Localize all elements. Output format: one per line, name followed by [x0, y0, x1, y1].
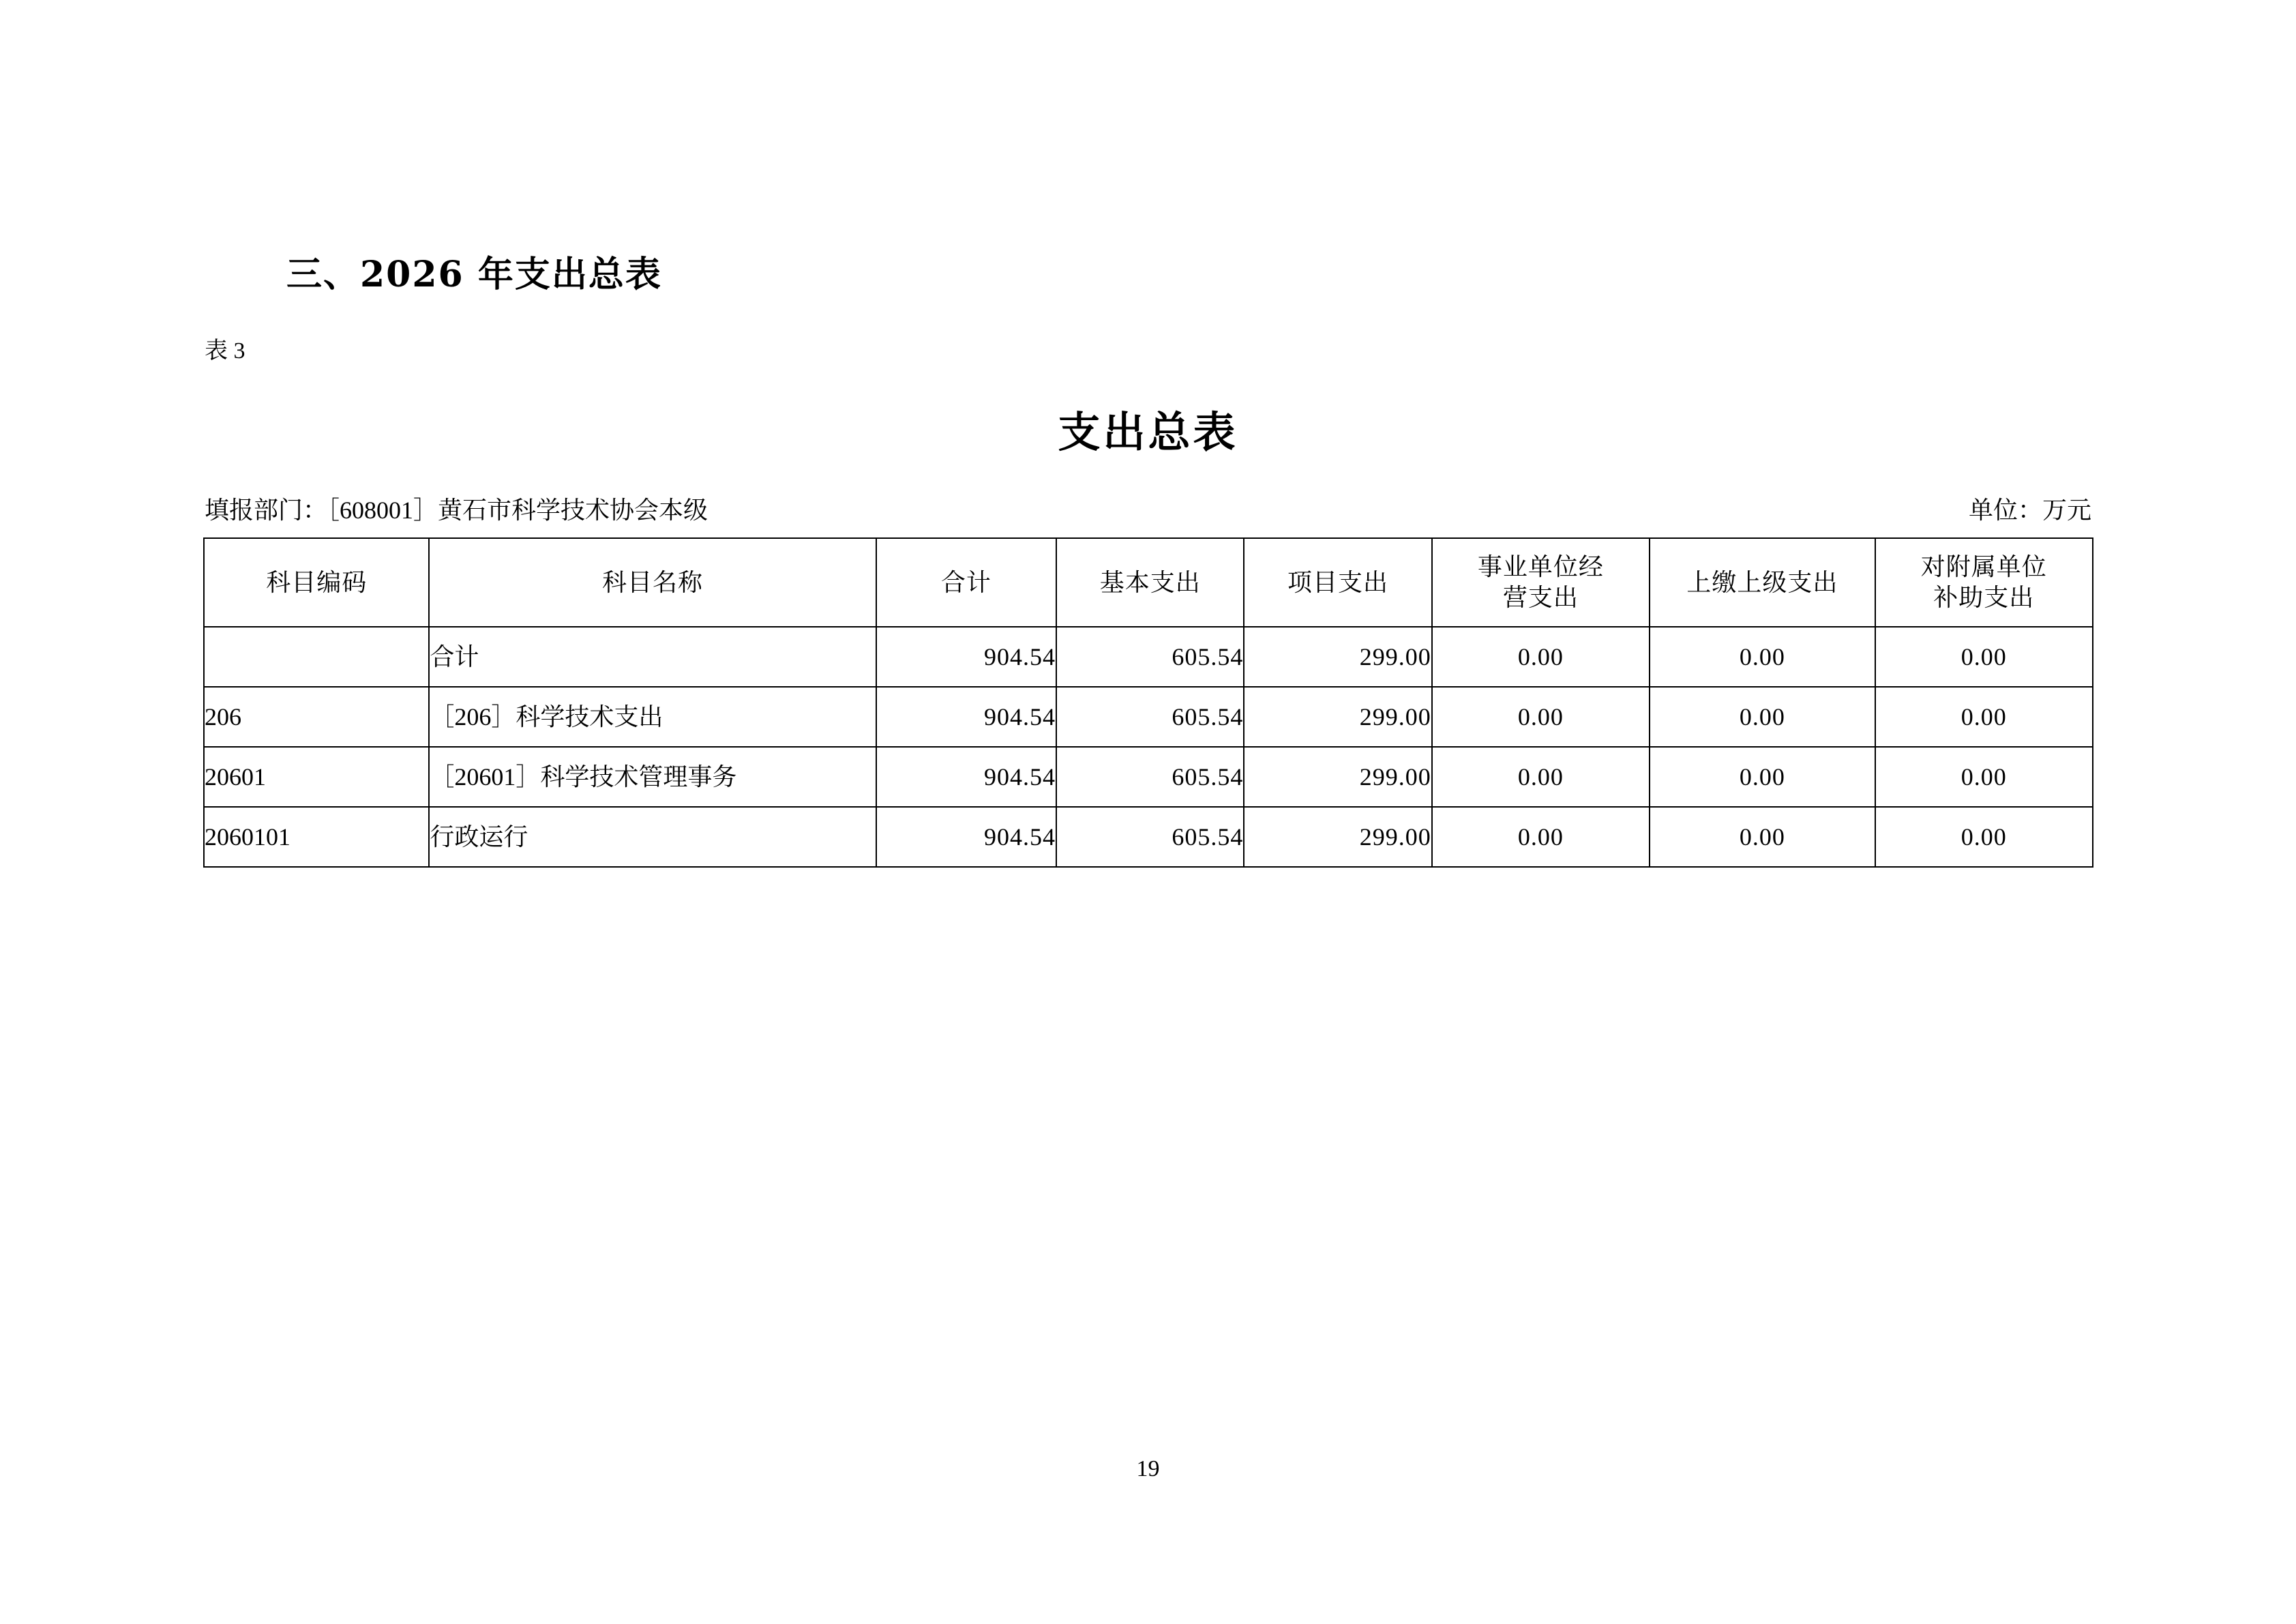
- cell-project: 299.00: [1244, 627, 1431, 687]
- cell-code: [204, 627, 429, 687]
- column-header-subsidy-line2: 补助支出: [1933, 584, 2035, 611]
- page-title: 支出总表: [1058, 407, 1238, 457]
- cell-business: 0.00: [1432, 747, 1650, 807]
- cell-total: 904.54: [876, 747, 1056, 807]
- cell-basic: 605.54: [1056, 807, 1244, 867]
- cell-code: 20601: [204, 747, 429, 807]
- cell-total: 904.54: [876, 627, 1056, 687]
- cell-upper: 0.00: [1650, 687, 1875, 747]
- page-number: 19: [1136, 1456, 1160, 1481]
- cell-subsidy: 0.00: [1875, 627, 2093, 687]
- table-row: [204, 687, 2093, 747]
- cell-project: 299.00: [1244, 807, 1431, 867]
- cell-subsidy: 0.00: [1875, 747, 2093, 807]
- cell-basic: 605.54: [1056, 687, 1244, 747]
- cell-upper: 0.00: [1650, 747, 1875, 807]
- column-header-business: [1432, 538, 1650, 627]
- cell-total: 904.54: [876, 687, 1056, 747]
- cell-business: 0.00: [1432, 627, 1650, 687]
- cell-basic: 605.54: [1056, 747, 1244, 807]
- cell-name: ［206］科学技术支出: [429, 687, 876, 747]
- cell-project: 299.00: [1244, 747, 1431, 807]
- column-header-project: 项目支出: [1244, 538, 1431, 627]
- column-header-upper: 上缴上级支出: [1650, 538, 1875, 627]
- table-header-row: [204, 538, 2093, 627]
- cell-business: 0.00: [1432, 687, 1650, 747]
- unit-line: 单位：万元: [1968, 497, 2091, 524]
- cell-subsidy: 0.00: [1875, 687, 2093, 747]
- column-header-name: 科目名称: [429, 538, 876, 627]
- cell-project: 299.00: [1244, 687, 1431, 747]
- column-header-basic: 基本支出: [1056, 538, 1244, 627]
- cell-subsidy: 0.00: [1875, 807, 2093, 867]
- cell-code: 206: [204, 687, 429, 747]
- cell-basic: 605.54: [1056, 627, 1244, 687]
- column-header-code: 科目编码: [204, 538, 429, 627]
- expense-summary-table: [203, 537, 2093, 868]
- column-header-subsidy: [1875, 538, 2093, 627]
- cell-code: 2060101: [204, 807, 429, 867]
- cell-business: 0.00: [1432, 807, 1650, 867]
- table-row: [204, 747, 2093, 807]
- cell-total: 904.54: [876, 807, 1056, 867]
- column-header-subsidy-line1: 对附属单位: [1920, 553, 2047, 580]
- column-header-business-line1: 事业单位经: [1477, 553, 1604, 580]
- department-line: 填报部门：［608001］黄石市科学技术协会本级: [205, 497, 709, 524]
- cell-name: ［20601］科学技术管理事务: [429, 747, 876, 807]
- cell-name: 合计: [429, 627, 876, 687]
- cell-name: 行政运行: [429, 807, 876, 867]
- cell-upper: 0.00: [1650, 807, 1875, 867]
- table-row: [204, 807, 2093, 867]
- table-row: [204, 627, 2093, 687]
- cell-upper: 0.00: [1650, 627, 1875, 687]
- column-header-business-line2: 营支出: [1502, 584, 1579, 611]
- table-label: 表 3: [205, 338, 245, 364]
- column-header-total: 合计: [876, 538, 1056, 627]
- section-heading: 三、2026 年支出总表: [286, 254, 662, 295]
